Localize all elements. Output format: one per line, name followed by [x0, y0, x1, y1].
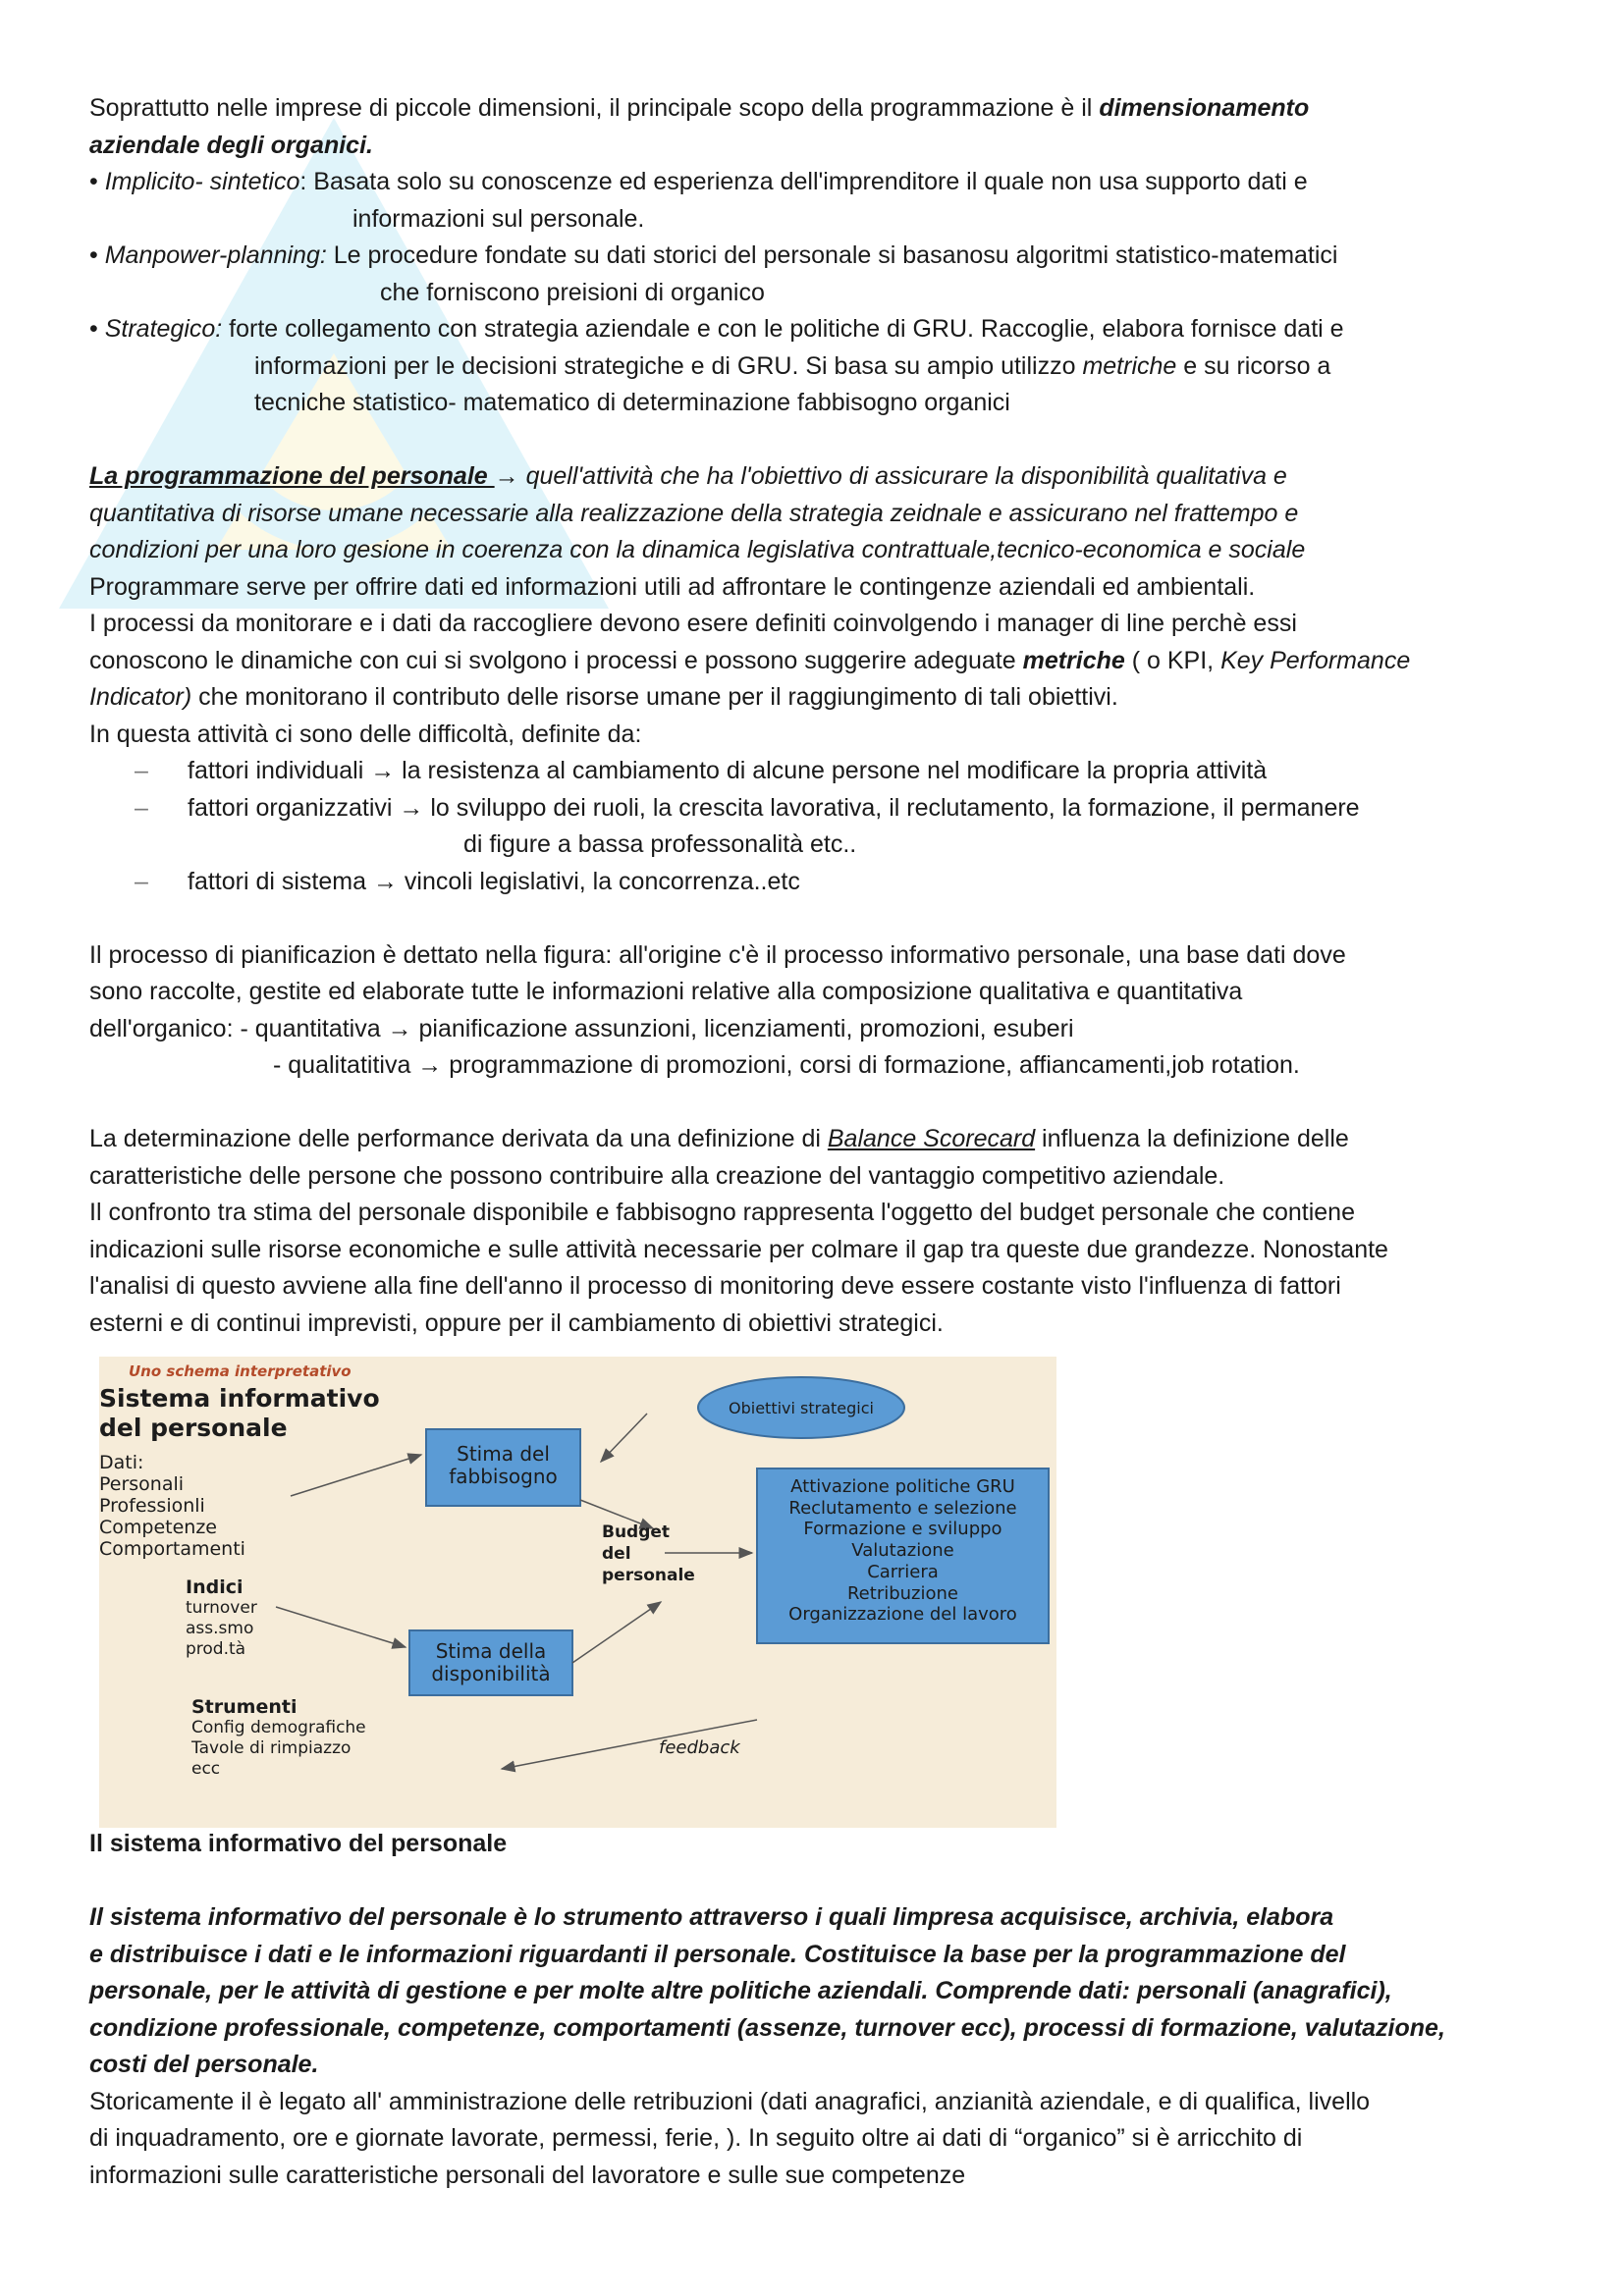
feedback-label: feedback: [659, 1737, 740, 1758]
indici-list: Indici turnover ass.smo prod.tà: [186, 1576, 257, 1659]
strumenti-list: Strumenti Config demografiche Tavole di rimpiazzo ecc: [191, 1696, 366, 1779]
bullet-strategico: • Strategico: forte collegamento con strategia aziendale e con le politiche di GRU. Raccoglie, elabora fornisce dati e: [89, 315, 1344, 343]
arrow: [276, 1607, 406, 1647]
programmazione-definition-2: quantitativa di risorse umane necessarie alla realizzazione della strategia zeidnale e assicurano nel frattempo e: [89, 499, 1299, 527]
performance-l1: La determinazione delle performance derivata da una definizione di Balance Scorecard influenza la definizione delle: [89, 1125, 1349, 1152]
stima-disponibilita-label: Stima della disponibilità: [431, 1639, 551, 1685]
processo-l1: Il processo di pianificazion è dettato nella figura: all'origine c'è il processo informativo personale, una base dati dove: [89, 940, 1346, 969]
programmazione-definition-3: condizioni per una loro gesione in coerenza con la dinamica legislativa contrattuale,tecnico-economica e sociale: [89, 536, 1306, 563]
list-item: – fattori organizzativi → lo sviluppo dei ruoli, la crescita lavorativa, il reclutamento, la formazione, il permanere: [135, 793, 1360, 822]
stima-fabbisogno-label: Stima del fabbisogno: [449, 1442, 558, 1488]
programmazione-p4: Indicator) che monitorano il contributo delle risorse umane per il raggiungimento di tali obiettivi.: [89, 683, 1118, 711]
arrow: [601, 1414, 647, 1462]
figure-title: Sistema informativo del personale: [99, 1384, 380, 1442]
sistema-b5: costi del personale.: [89, 2051, 319, 2078]
programmazione-definition-1: La programmazione del personale → quell'attività che ha l'obiettivo di assicurare la disponibilità qualitativa e: [89, 462, 1287, 490]
bullet-strategico-cont2: tecniche statistico- matematico di determinazione fabbisogno organici: [254, 389, 1010, 416]
bullet-implicito: • Implicito- sintetico: Basata solo su conoscenze ed esperienza dell'imprenditore il quale non usa supporto dati e: [89, 168, 1308, 195]
sistema-n3: informazioni sulle caratteristiche personali del lavoratore e sulle sue competenze: [89, 2161, 966, 2189]
bullet-manpower: • Manpower-planning: Le procedure fondate su dati storici del personale si basanosu algoritmi statistico-matematici: [89, 241, 1338, 269]
programmazione-p5: In questa attività ci sono delle difficoltà, definite da:: [89, 720, 642, 748]
programmazione-p3: conoscono le dinamiche con cui si svolgono i processi e possono suggerire adeguate metriche ( o KPI, Key Performance: [89, 646, 1411, 674]
intro-line-2: aziendale degli organici.: [89, 131, 373, 159]
sistema-b4: condizione professionale, competenze, comportamenti (assenze, turnover ecc), processi di formazione, valutazione,: [89, 2013, 1445, 2042]
list-item-cont: di figure a bassa professonalità etc..: [463, 830, 857, 858]
schema-figure: [99, 1357, 1056, 1828]
bullet-strategico-cont: informazioni per le decisioni strategiche e di GRU. Si basa su ampio utilizzo metriche e su ricorso a: [254, 351, 1331, 380]
budget-label: Budget del personale: [602, 1522, 695, 1585]
intro-line-1: Soprattutto nelle imprese di piccole dimensioni, il principale scopo della programmazione è il dimensionamento: [89, 94, 1310, 122]
arrow: [572, 1602, 661, 1663]
processo-l2: sono raccolte, gestite ed elaborate tutte le informazioni relative alla composizione qualitativa e quantitativa: [89, 978, 1243, 1005]
dati-list: Dati: Personali Professionli Competenze Comportamenti: [99, 1452, 245, 1560]
sistema-heading: Il sistema informativo del personale: [89, 1830, 508, 1857]
sistema-b1: Il sistema informativo del personale è lo strumento attraverso i quali limpresa acquisisce, archivia, elabora: [89, 1903, 1334, 1931]
performance-l5: l'analisi di questo avviene alla fine dell'anno il processo di monitoring deve essere costante visto l'influenza di fattori: [89, 1272, 1341, 1300]
sistema-b3: personale, per le attività di gestione e per molte altre politiche aziendali. Comprende dati: personali (anagrafici),: [89, 1977, 1392, 2004]
processo-l3: dell'organico: - quantitativa → pianificazione assunzioni, licenziamenti, promozioni, esuberi: [89, 1014, 1074, 1042]
processo-l4: - qualitatitiva → programmazione di promozioni, corsi di formazione, affiancamenti,job rotation.: [273, 1051, 1300, 1079]
sistema-b2: e distribuisce i dati e le informazioni riguardanti il personale. Costituisce la base per la programmazione del: [89, 1940, 1346, 1968]
politiche-label: Attivazione politiche GRU Reclutamento e selezione Formazione e sviluppo Valutazione Carriera Retribuzione Organizzazione del lavoro: [788, 1476, 1017, 1626]
performance-l2: caratteristiche delle persone che possono contribuire alla creazione del vantaggio competitivo aziendale.: [89, 1161, 1225, 1190]
document-body: [89, 90, 1552, 1342]
programmazione-p2: I processi da monitorare e i dati da raccogliere devono esere definiti coinvolgendo i manager di line perchè essi: [89, 610, 1297, 637]
arrow: [291, 1455, 421, 1496]
performance-l4: indicazioni sulle risorse economiche e sulle attività necessarie per colmare il gap tra queste due grandezze. Nonostante: [89, 1235, 1388, 1263]
programmazione-p1: Programmare serve per offrire dati ed informazioni utili ad affrontare le contingenze aziendali ed ambientali.: [89, 572, 1256, 601]
figure-caption: Uno schema interpretativo: [129, 1362, 352, 1380]
sistema-n2: di inquadramento, ore e giornate lavorate, permessi, ferie, ). In seguito oltre ai dati di “organico” si è arricchito di: [89, 2124, 1303, 2152]
performance-l6: esterni e di continui imprevisti, oppure per il cambiamento di obiettivi strategici.: [89, 1308, 944, 1337]
sistema-n1: Storicamente il è legato all' amministrazione delle retribuzioni (dati anagrafici, anzianità aziendale, e di qualifica, livello: [89, 2087, 1371, 2115]
bullet-implicito-cont: informazioni sul personale.: [352, 204, 645, 233]
list-item: – fattori di sistema → vincoli legislativi, la concorrenza..etc: [135, 867, 800, 895]
sistema-section: [89, 1826, 1552, 2194]
bullet-manpower-cont: che forniscono preisioni di organico: [380, 278, 765, 306]
performance-l3: Il confronto tra stima del personale disponibile e fabbisogno rappresenta l'oggetto del budget personale che contiene: [89, 1199, 1355, 1226]
list-item: – fattori individuali → la resistenza al cambiamento di alcune persone nel modificare la propria attività: [135, 757, 1268, 784]
obiettivi-label: Obiettivi strategici: [729, 1399, 874, 1417]
